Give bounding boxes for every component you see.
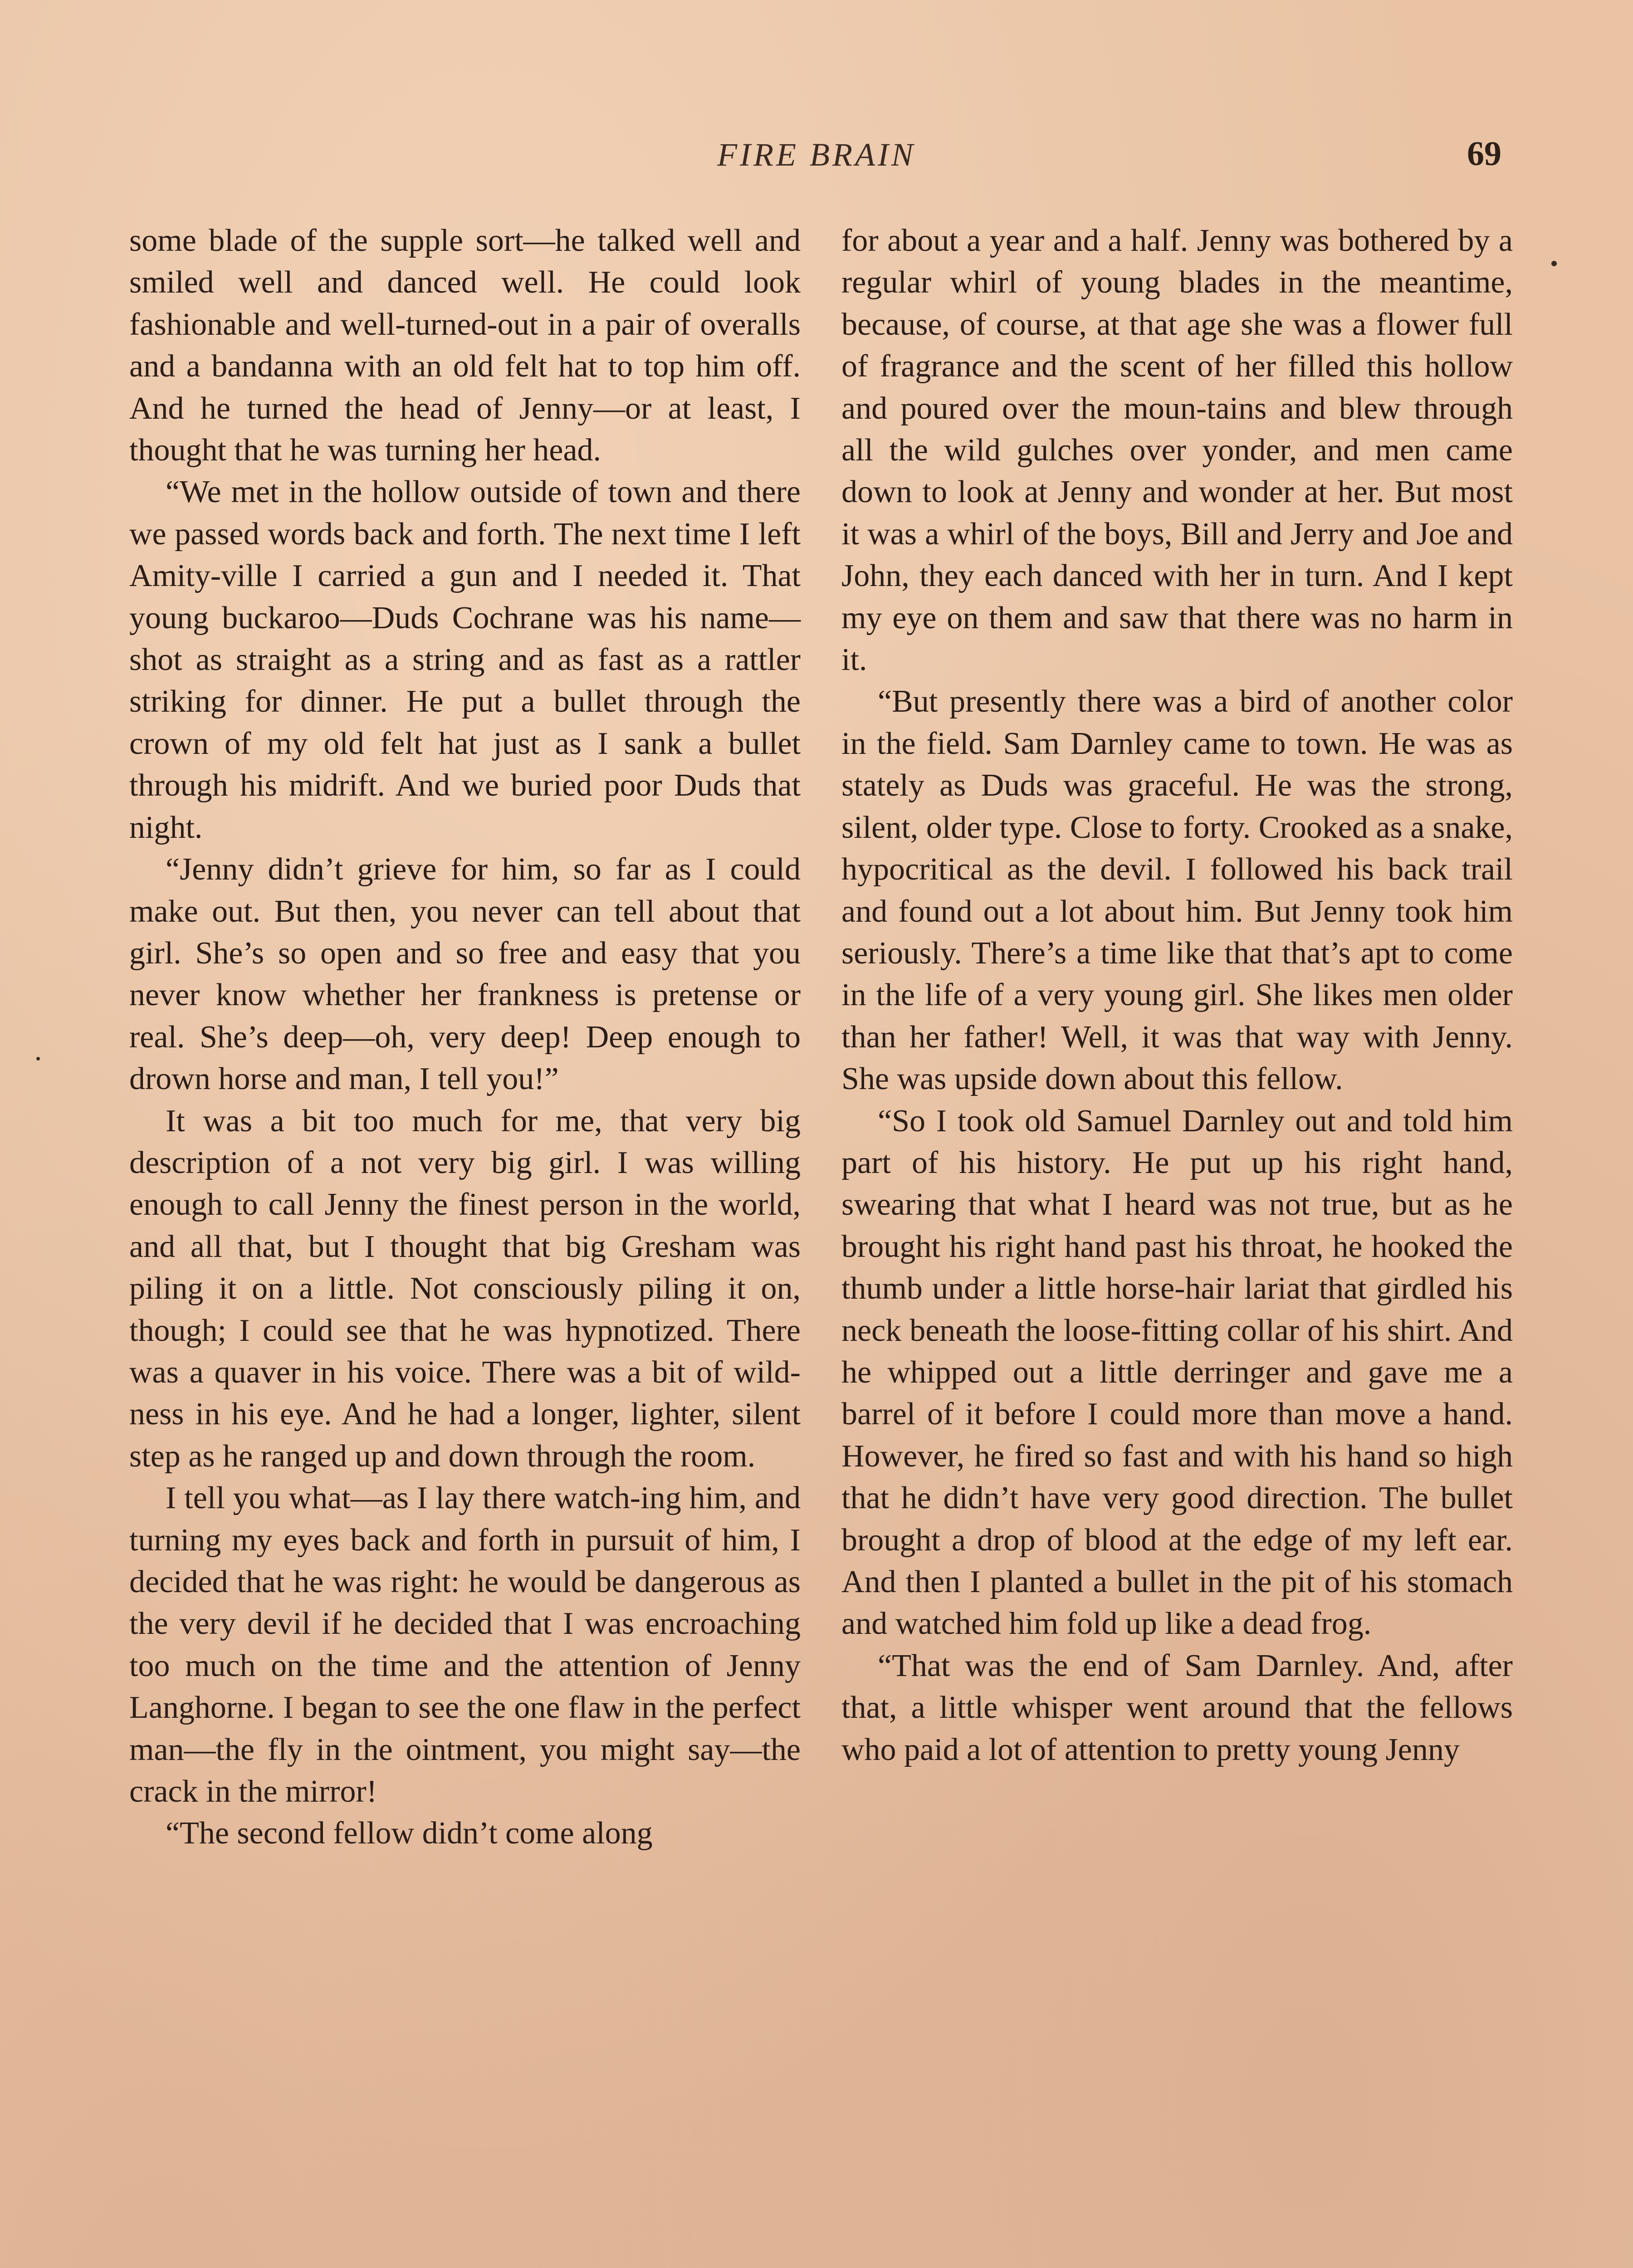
ink-speck bbox=[36, 1057, 40, 1061]
paragraph: I tell you what—as I lay there watch-ing him, and turning my eyes back and forth in pursuit of him, I decided that he was right: he would be dangerous as the very devil if he decided that I was encroaching too much on the time and the attention of Jenny Langhorne. I began to see the one flaw in the perfect man—the fly in the ointment, you might say—the crack in the mirror! bbox=[129, 1481, 801, 1809]
paragraph: It was a bit too much for me, that very big description of a not very big girl. I was willing enough to call Jenny the finest person in the world, and all that, but I thought that big Gresham was piling it on a little. Not consciously piling it on, though; I could see that he was hypnotized. There was a quaver in his voice. There was a bit of wild-ness in his eye. And he had a longer, lighter, silent step as he ranged up and down through the room. bbox=[129, 1103, 801, 1474]
paragraph: “Jenny didn’t grieve for him, so far as I could make out. But then, you never can tell about that girl. She’s so open and so free and easy that you never know whether her frankness is pretense or real. She’s deep—oh, very deep! Deep enough to drown horse and man, I tell you!” bbox=[129, 852, 801, 1097]
paragraph: “But presently there was a bird of another color in the field. Sam Darnley came to town. He was as stately as Duds was graceful. He was the strong, silent, older type. Close to forty. Crooked as a snake, hypocritical as the devil. I followed his back trail and found out a lot about him. But Jenny took him seriously. There’s a time like that that’s apt to come in the life of a very young girl. She likes men older than her father! Well, it was that way with Jenny. She was upside down about this fellow. bbox=[841, 684, 1513, 1097]
right-text-column bbox=[841, 220, 1513, 1771]
paragraph: some blade of the supple sort—he talked well and smiled well and danced well. He could look fashionable and well-turned-out in a pair of overalls and a bandanna with an old felt hat to top him off. And he turned the head of Jenny—or at least, I thought that he was turning her head. bbox=[129, 223, 801, 468]
ink-speck bbox=[1551, 261, 1557, 266]
running-header-title: FIRE BRAIN bbox=[717, 137, 916, 173]
left-text-column bbox=[129, 220, 801, 1855]
paragraph: “So I took old Samuel Darnley out and told him part of his history. He put up his right hand, swearing that what I heard was not true, but as he brought his right hand past his throat, he hooked the thumb under a little horse-hair lariat that girdled his neck beneath the loose-fitting collar of his shirt. And he whipped out a little derringer and gave me a barrel of it before I could more than move a hand. However, he fired so fast and with his hand so high that he didn’t have very good direction. The bullet brought a drop of blood at the edge of my left ear. And then I planted a bullet in the pit of his stomach and watched him fold up like a dead frog. bbox=[841, 1103, 1513, 1642]
paragraph: “The second fellow didn’t come along bbox=[166, 1816, 653, 1851]
paragraph: “We met in the hollow outside of town and there we passed words back and forth. The next time I left Amity-ville I carried a gun and I needed it. That young buckaroo—Duds Cochrane was his name—shot as straight as a string and as fast as a rattler striking for dinner. He put a bullet through the crown of my old felt hat just as I sank a bullet through his midrift. And we buried poor Duds that night. bbox=[129, 474, 801, 845]
page-number: 69 bbox=[1467, 135, 1501, 173]
paragraph: for about a year and a half. Jenny was bothered by a regular whirl of young blades in the meantime, because, of course, at that age she was a flower full of fragrance and the scent of her filled this hollow and poured over the moun-tains and blew through all the wild gulches over yonder, and men came down to look at Jenny and wonder at her. But most it was a whirl of the boys, Bill and Jerry and Joe and John, they each danced with her in turn. And I kept my eye on them and saw that there was no harm in it. bbox=[841, 223, 1513, 678]
paragraph: “That was the end of Sam Darnley. And, after that, a little whisper went around that the fellows who paid a lot of attention to pretty young Jenny bbox=[841, 1648, 1513, 1767]
